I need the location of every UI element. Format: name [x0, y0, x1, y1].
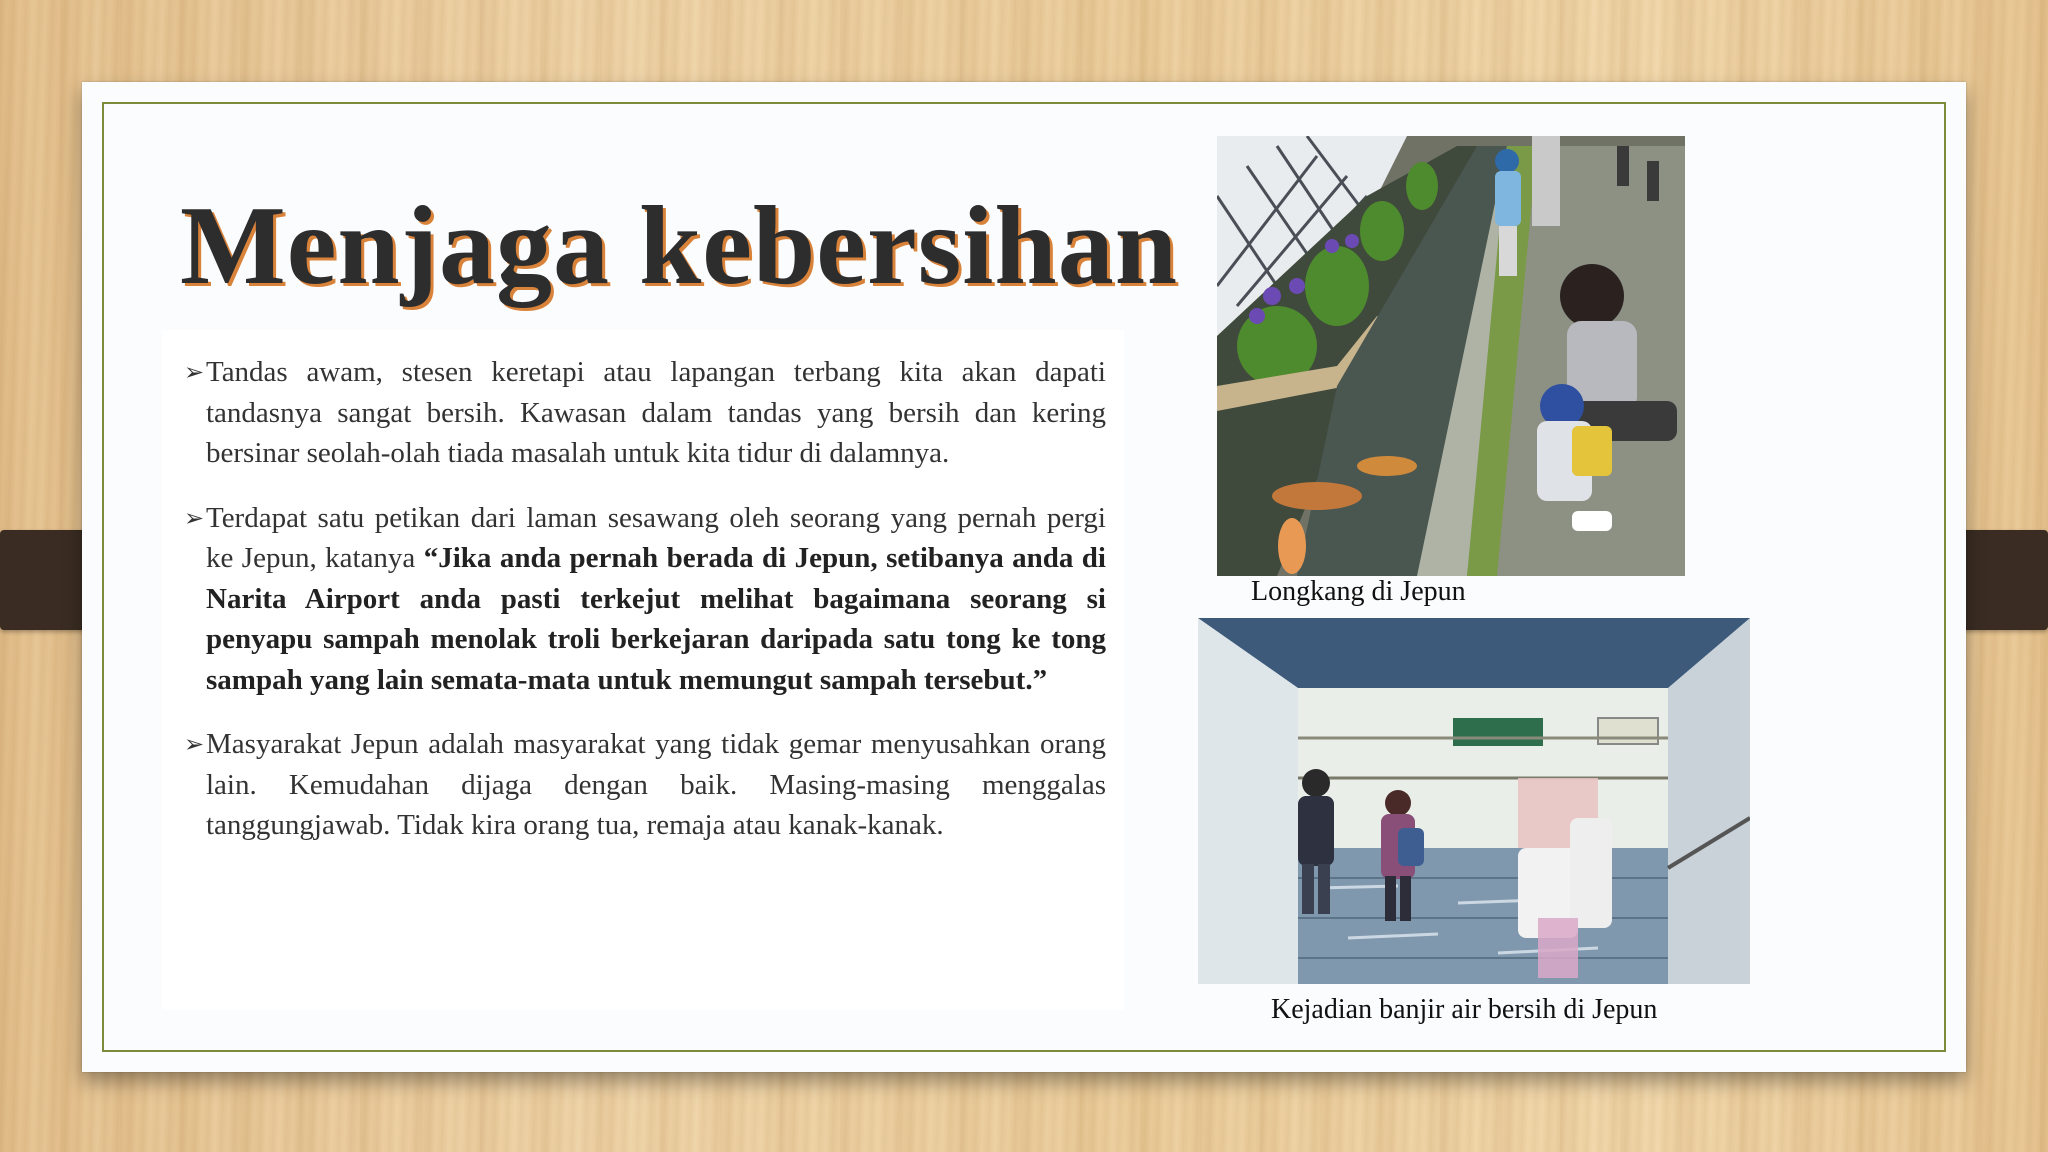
arrow-bullet-icon: ➢	[184, 730, 205, 758]
image-caption: Kejadian banjir air bersih di Jepun	[1271, 994, 1658, 1025]
photo-stairwell-flood	[1198, 618, 1750, 984]
bullet-text: Masyarakat Jepun adalah masyarakat yang tidak gemar menyusahkan orang lain. Kemudahan dijaga dengan baik. Masing-masing menggalas tanggungjawab. Tidak kira orang tua, remaja atau kanak-kanak.	[206, 728, 1106, 841]
bullet-text	[206, 498, 1106, 701]
bullet-item	[184, 724, 1106, 846]
bullet-item	[184, 352, 1106, 474]
bullet-quote-bold: “Jika anda pernah berada di Jepun, setibanya anda di Narita Airport anda pasti terkejut melihat bagaimana seorang si penyapu sampah menolak troli berkejaran daripada satu tong ke tong sampah yang lain semata-mata untuk memungut sampah tersebut.”	[206, 542, 1106, 696]
image-caption: Longkang di Jepun	[1251, 576, 1466, 607]
drain-koi-illustration	[1217, 136, 1685, 576]
slide-title: Menjaga kebersihan	[180, 184, 1178, 308]
photo-drain-koi	[1217, 136, 1685, 576]
arrow-bullet-icon: ➢	[184, 503, 205, 532]
stairwell-flood-illustration	[1198, 618, 1750, 984]
bullet-item	[184, 498, 1106, 701]
slide-card	[82, 82, 1966, 1072]
content-textbox	[162, 330, 1124, 1010]
arrow-bullet-icon: ➢	[184, 358, 205, 386]
bullet-text-plain: Terdapat satu petikan dari laman sesawang oleh seorang yang pernah pergi ke Jepun, katanya	[206, 501, 1106, 574]
bullet-text: Tandas awam, stesen keretapi atau lapangan terbang kita akan dapati tandasnya sangat bersih. Kawasan dalam tandas yang bersih dan kering bersinar seolah-olah tiada masalah untuk kita tidur di dalamnya.	[206, 356, 1106, 469]
